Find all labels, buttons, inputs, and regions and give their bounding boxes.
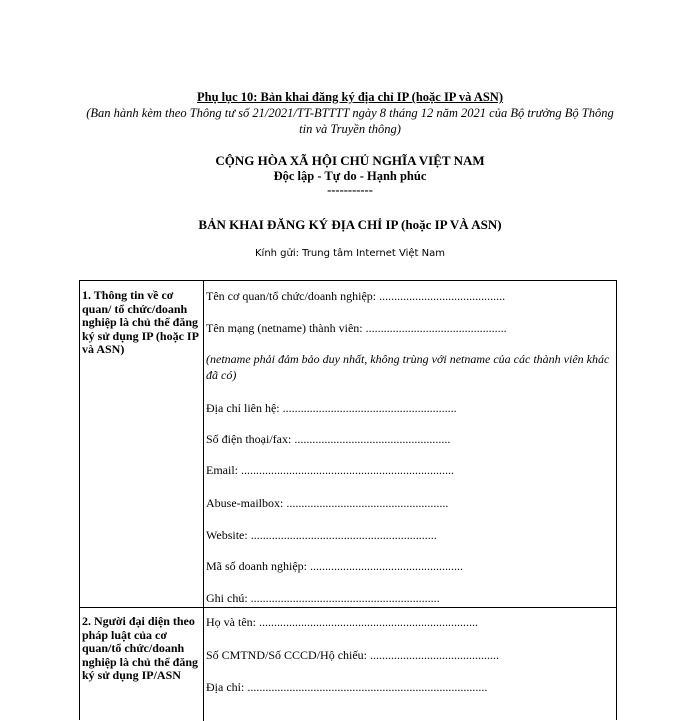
national-motto: Độc lập - Tự do - Hạnh phúc — [273, 169, 427, 183]
website-field[interactable]: Website: .............................................................. — [206, 528, 437, 542]
abuse-mailbox-field[interactable]: Abuse-mailbox: ...................................................... — [206, 496, 449, 510]
org-name-field[interactable]: Tên cơ quan/tổ chức/doanh nghiệp: .......................................... — [206, 289, 506, 303]
notes-field[interactable]: Ghi chú: ............................................................... — [206, 591, 440, 605]
row-divider — [80, 607, 616, 608]
registration-form-table — [79, 280, 617, 720]
phone-fax-field[interactable]: Số điện thoại/fax: .................................................... — [206, 432, 451, 446]
id-number-field[interactable]: Số CMTND/Số CCCD/Hộ chiếu: ........................................... — [206, 648, 500, 662]
netname-note: (netname phải đảm bảo duy nhất, không trùng với netname của các thành viên khác đã có) — [206, 352, 610, 382]
issued-note: (Ban hành kèm theo Thông tư số 21/2021/TT-BTTTT ngày 8 tháng 12 năm 2021 của Bộ trưởng Bộ Thông tin và Truyền thông) — [86, 106, 614, 136]
country-name: CỘNG HÒA XÃ HỘI CHỦ NGHĨA VIỆT NAM — [215, 153, 485, 168]
email-field[interactable]: Email: ....................................................................... — [206, 463, 454, 477]
section2-label: 2. Người đại diện theo pháp luật của cơ quan/tổ chức/doanh nghiệp là chủ thể đăng ký sử dụng IP/ASN — [82, 614, 199, 682]
full-name-field[interactable]: Họ và tên: ......................................................................... — [206, 615, 478, 629]
business-code-field[interactable]: Mã số doanh nghiệp: ................................................... — [206, 559, 463, 573]
column-divider — [203, 281, 204, 721]
netname-field[interactable]: Tên mạng (netname) thành viên: ............................................... — [206, 321, 507, 335]
address-field[interactable]: Địa chỉ liên hệ: .......................................................... — [206, 401, 457, 415]
rep-address-field[interactable]: Địa chỉ: ................................................................................ — [206, 680, 488, 694]
form-title: BẢN KHAI ĐĂNG KÝ ĐỊA CHỈ IP (hoặc IP VÀ ASN) — [198, 217, 502, 232]
motto-separator: ----------- — [327, 183, 373, 197]
annex-title: Phụ lục 10: Bản khai đăng ký địa chỉ IP (hoặc IP và ASN) — [197, 90, 503, 104]
section1-label: 1. Thông tin về cơ quan/ tổ chức/doanh nghiệp là chủ thể đăng ký sử dụng IP (hoặc IP và ASN) — [82, 288, 199, 356]
recipient-line: Kính gửi: Trung tâm Internet Việt Nam — [254, 248, 445, 259]
